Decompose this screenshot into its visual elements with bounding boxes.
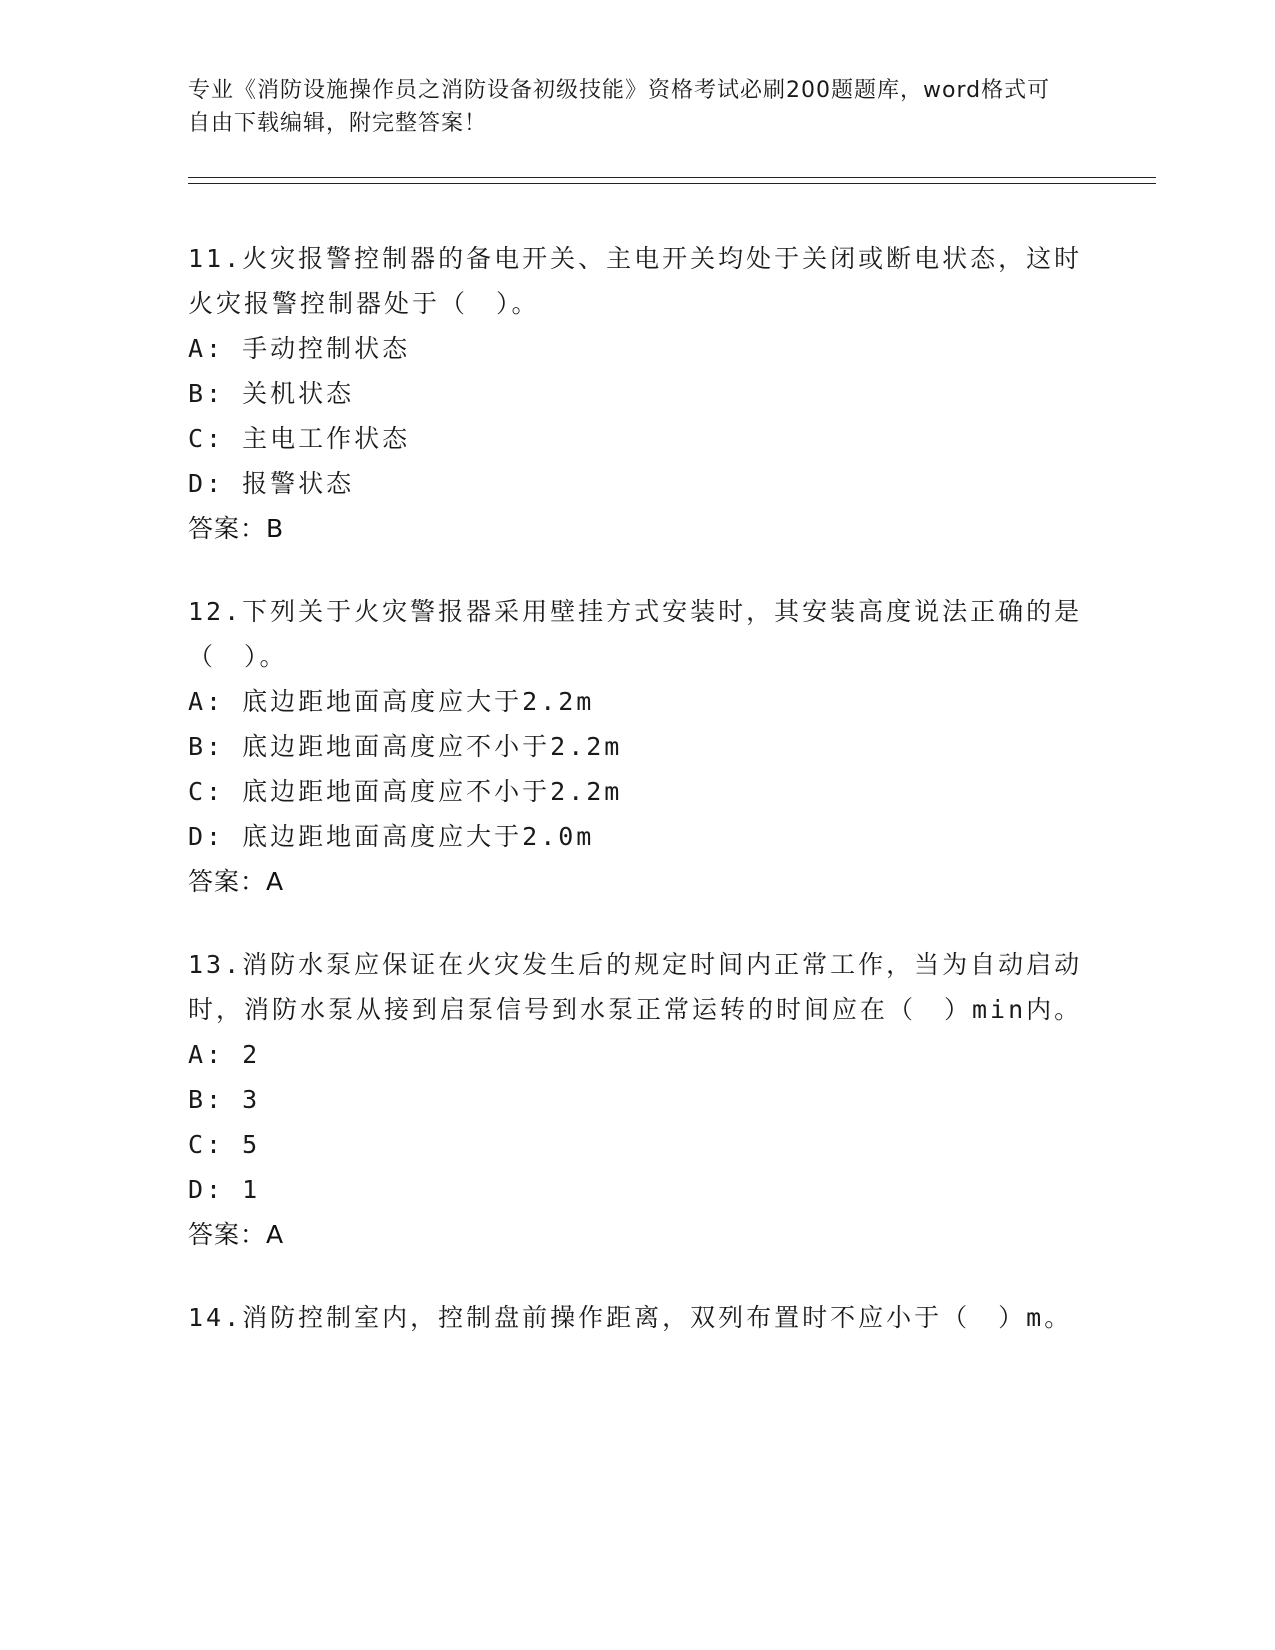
option-c: C: 底边距地面高度应不小于2.2m bbox=[188, 777, 623, 806]
question-13 bbox=[188, 942, 1088, 1257]
option-b: B: 关机状态 bbox=[188, 379, 355, 408]
option-c: C: 主电工作状态 bbox=[188, 424, 411, 453]
question-stem: 11.火灾报警控制器的备电开关、主电开关均处于关闭或断电状态，这时火灾报警控制器处于（ ）。 bbox=[188, 244, 1083, 318]
answer-line: 答案：A bbox=[188, 1220, 285, 1249]
question-12 bbox=[188, 589, 1088, 904]
option-d: D: 底边距地面高度应大于2.0m bbox=[188, 822, 595, 851]
header-divider-bottom bbox=[188, 183, 1156, 184]
question-stem: 14.消防控制室内，控制盘前操作距离，双列布置时不应小于（ ）m。 bbox=[188, 1303, 1073, 1332]
option-b: B: 底边距地面高度应不小于2.2m bbox=[188, 732, 623, 761]
answer-line: 答案：B bbox=[188, 514, 285, 543]
option-d: D: 1 bbox=[188, 1175, 261, 1204]
question-stem: 13.消防水泵应保证在火灾发生后的规定时间内正常工作，当为自动启动时，消防水泵从接到启泵信号到水泵正常运转的时间应在（ ）min内。 bbox=[188, 950, 1083, 1024]
option-d: D: 报警状态 bbox=[188, 469, 355, 498]
answer-line: 答案：A bbox=[188, 867, 285, 896]
option-b: B: 3 bbox=[188, 1085, 261, 1114]
option-a: A: 手动控制状态 bbox=[188, 334, 411, 363]
option-c: C: 5 bbox=[188, 1130, 261, 1159]
header-divider-top bbox=[188, 177, 1156, 178]
option-a: A: 2 bbox=[188, 1040, 261, 1069]
question-stem: 12.下列关于火灾警报器采用壁挂方式安装时，其安装高度说法正确的是（ ）。 bbox=[188, 597, 1083, 671]
option-a: A: 底边距地面高度应大于2.2m bbox=[188, 687, 595, 716]
question-11 bbox=[188, 236, 1088, 551]
question-14 bbox=[188, 1295, 1088, 1340]
question-list bbox=[188, 236, 1088, 1378]
document-header: 专业《消防设施操作员之消防设备初级技能》资格考试必刷200题题库，word格式可自由下载编辑，附完整答案！ bbox=[188, 78, 1051, 136]
